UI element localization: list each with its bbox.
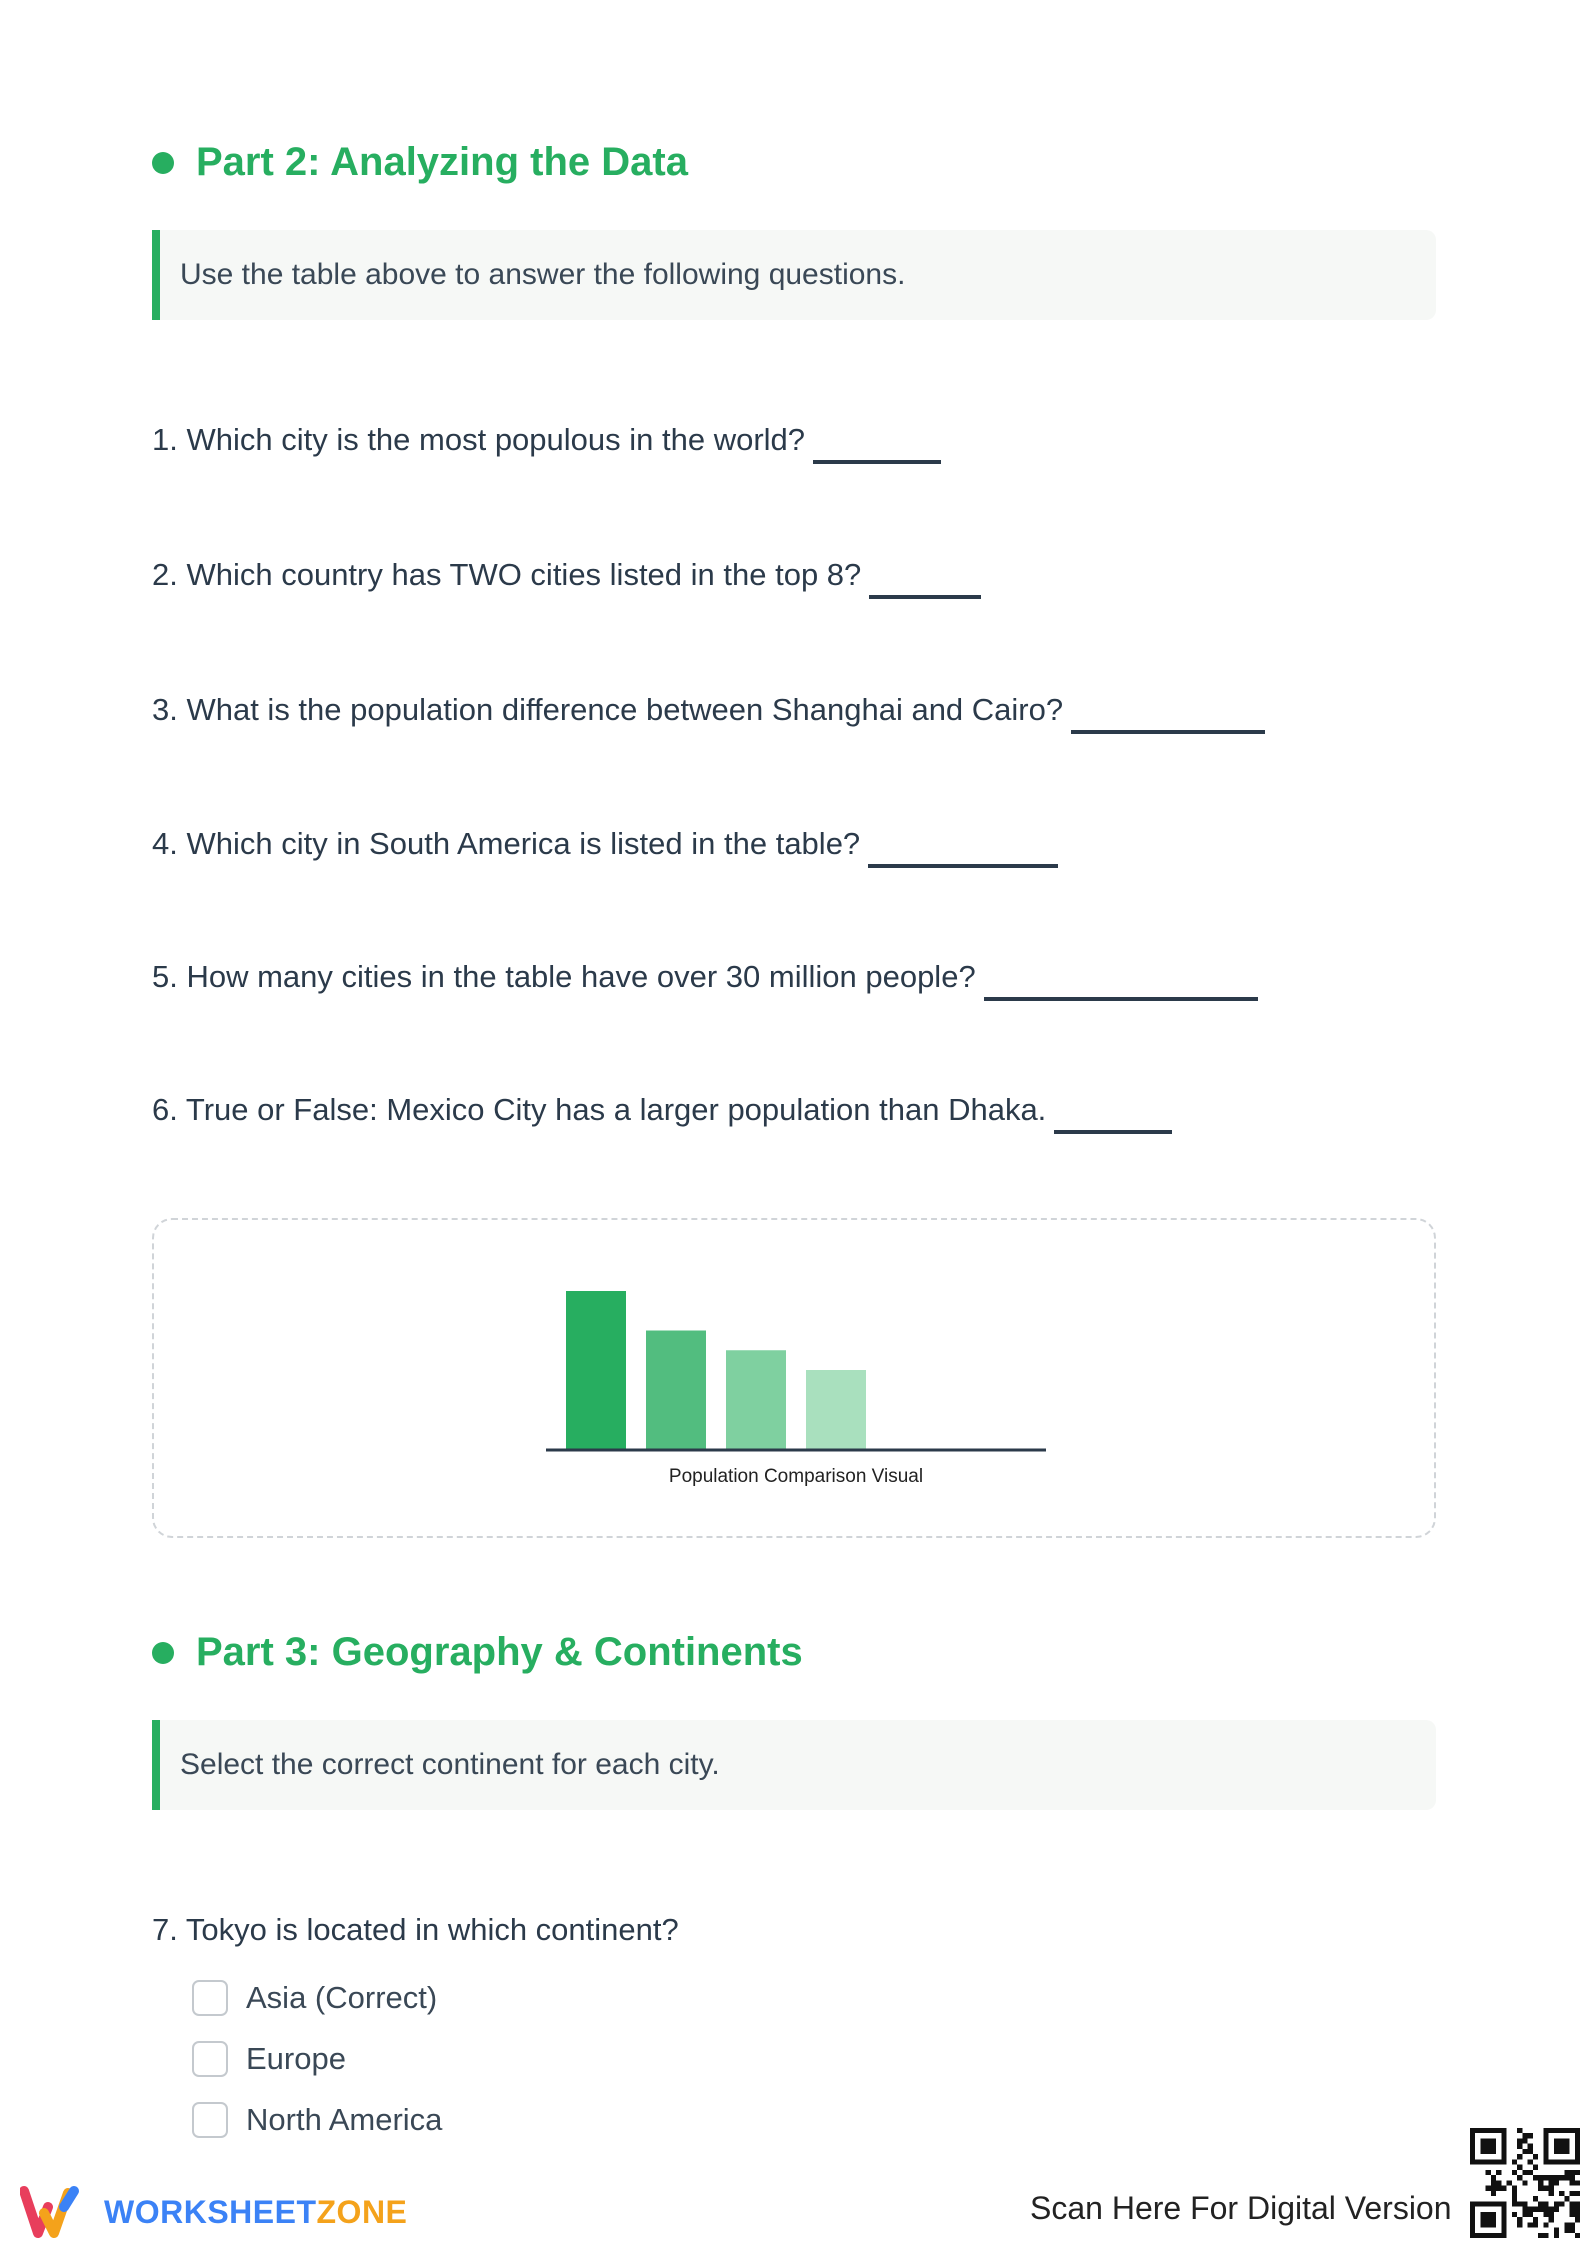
question-4	[152, 824, 1058, 864]
chart-bar-3	[726, 1350, 786, 1449]
checkbox-icon[interactable]	[192, 2041, 228, 2077]
option-label: Europe	[246, 2041, 346, 2076]
question-1-text: 1. Which city is the most populous in the world?	[152, 422, 806, 457]
question-2-text: 2. Which country has TWO cities listed in the top 8?	[152, 557, 862, 592]
part2-instruction-text: Use the table above to answer the following questions.	[180, 258, 906, 291]
question-1	[152, 420, 941, 460]
brand-name	[104, 2194, 407, 2231]
question-2	[152, 555, 981, 595]
question-2-answer-blank[interactable]	[869, 567, 981, 599]
part3-heading	[152, 1630, 803, 1675]
bullet-dot-icon	[152, 152, 174, 174]
question-7-text: 7. Tokyo is located in which continent?	[152, 1912, 679, 1947]
checkbox-icon[interactable]	[192, 1980, 228, 2016]
worksheetzone-logo	[20, 2183, 407, 2241]
question-5-text: 5. How many cities in the table have over 30 million people?	[152, 959, 976, 994]
chart-caption: Population Comparison Visual	[668, 1466, 924, 1487]
question-6-answer-blank[interactable]	[1054, 1102, 1172, 1134]
option-label: Asia (Correct)	[246, 1980, 438, 2015]
question-3	[152, 690, 1265, 730]
question-7	[152, 1910, 679, 1950]
option-asia[interactable]	[192, 1980, 437, 2016]
question-3-text: 3. What is the population difference between Shanghai and Cairo?	[152, 692, 1064, 727]
worksheetzone-logo-icon	[20, 2183, 92, 2241]
option-north-america[interactable]	[192, 2102, 442, 2138]
question-6-text: 6. True or False: Mexico City has a larger population than Dhaka.	[152, 1092, 1047, 1127]
part2-title: Part 2: Analyzing the Data	[196, 140, 688, 184]
population-visual-box	[152, 1218, 1436, 1538]
option-label: North America	[246, 2102, 443, 2137]
part3-instruction-box	[152, 1720, 1436, 1810]
option-europe[interactable]	[192, 2041, 346, 2077]
chart-bar-4	[806, 1370, 866, 1449]
question-4-answer-blank[interactable]	[868, 836, 1058, 868]
chart-bar-1	[566, 1291, 626, 1449]
part2-instruction-box	[152, 230, 1436, 320]
bullet-dot-icon	[152, 1642, 174, 1664]
checkbox-icon[interactable]	[192, 2102, 228, 2138]
part2-heading	[152, 140, 688, 185]
chart-bar-2	[646, 1331, 706, 1450]
question-3-answer-blank[interactable]	[1071, 702, 1265, 734]
question-6	[152, 1090, 1172, 1130]
population-bar-chart	[154, 1220, 1438, 1540]
question-5-answer-blank[interactable]	[984, 969, 1258, 1001]
brand-part2: ZONE	[316, 2193, 408, 2230]
part3-instruction-text: Select the correct continent for each city.	[180, 1748, 720, 1781]
part3-title: Part 3: Geography & Continents	[196, 1630, 803, 1674]
question-5	[152, 957, 1258, 997]
qr-code-icon[interactable]	[1470, 2128, 1580, 2238]
scan-text: Scan Here For Digital Version	[1030, 2190, 1452, 2226]
question-4-text: 4. Which city in South America is listed in the table?	[152, 826, 861, 861]
brand-part1: WORKSHEET	[104, 2193, 317, 2230]
question-1-answer-blank[interactable]	[813, 432, 941, 464]
